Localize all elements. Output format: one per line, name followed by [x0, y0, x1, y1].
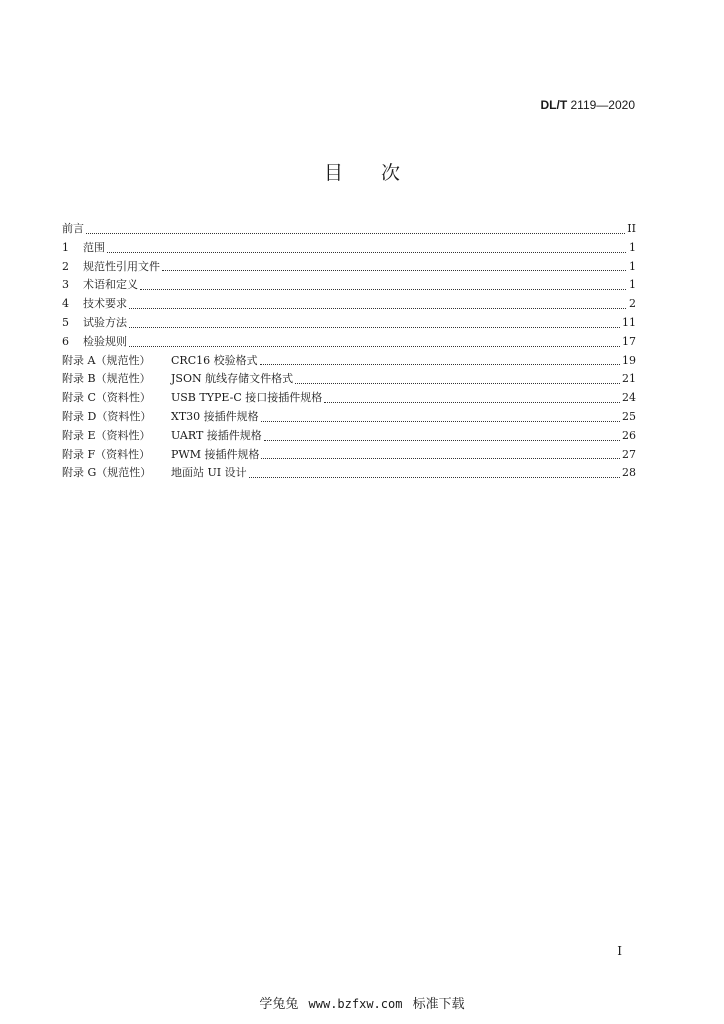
toc-entry-number: 1 — [62, 240, 69, 254]
toc-leader-dots — [129, 345, 620, 347]
toc-entry[interactable] — [62, 389, 636, 408]
toc-entry[interactable] — [62, 239, 636, 258]
toc-entry-page: 1 — [629, 240, 636, 254]
toc-entry[interactable] — [62, 370, 636, 389]
toc-entry-annex: 附录 D（资料性） — [62, 409, 152, 423]
toc-leader-dots — [107, 251, 626, 253]
toc-title — [0, 158, 724, 185]
toc-leader-dots — [140, 288, 626, 290]
toc-entry-annex: 附录 A（规范性） — [62, 353, 151, 367]
toc-leader-dots — [129, 307, 626, 309]
toc-entry-annex: 附录 F（资料性） — [62, 447, 151, 461]
toc-entry-page: 24 — [622, 391, 636, 405]
toc-leader-dots — [261, 420, 620, 422]
toc-entry-label: 技术要求 — [83, 297, 127, 311]
toc-entry-page: 28 — [622, 466, 636, 480]
toc-entry-page: 17 — [622, 334, 636, 348]
toc-list — [62, 220, 636, 483]
toc-entry-label: 术语和定义 — [83, 278, 138, 292]
toc-entry-label: 规范性引用文件 — [83, 259, 160, 273]
page-number: I — [617, 944, 622, 958]
toc-entry-label: PWM 接插件规格 — [171, 447, 260, 461]
toc-entry-number: 3 — [62, 278, 69, 292]
toc-entry-label: 前言 — [62, 222, 84, 235]
toc-entry-page: 19 — [622, 353, 636, 367]
toc-entry-page: 26 — [622, 428, 636, 442]
toc-entry-page: 1 — [629, 259, 636, 273]
toc-entry-label: XT30 接插件规格 — [171, 409, 259, 423]
toc-entry-number: 6 — [62, 334, 69, 348]
toc-entry-label: JSON 航线存储文件格式 — [171, 372, 294, 386]
toc-leader-dots — [129, 326, 620, 328]
toc-entry[interactable] — [62, 333, 636, 352]
toc-entry-number: 5 — [62, 315, 69, 329]
toc-entry-label: CRC16 校验格式 — [171, 353, 258, 367]
watermark — [0, 993, 724, 1012]
toc-title-char-1: 目 — [323, 162, 343, 184]
watermark-tail: 标准下载 — [412, 997, 465, 1012]
toc-entry-label: 范围 — [83, 240, 105, 254]
toc-title-char-2: 次 — [381, 162, 401, 184]
toc-entry[interactable] — [62, 295, 636, 314]
standard-prefix: DL/T — [540, 98, 568, 112]
toc-entry-annex: 附录 C（资料性） — [62, 391, 151, 405]
toc-entry[interactable] — [62, 464, 636, 483]
toc-entry-number: 4 — [62, 297, 69, 311]
toc-entry-label: 检验规则 — [83, 334, 127, 348]
toc-entry-page: 21 — [622, 372, 636, 386]
toc-entry[interactable] — [62, 258, 636, 277]
toc-entry-page: 11 — [622, 315, 636, 329]
toc-entry[interactable] — [62, 314, 636, 333]
toc-entry[interactable] — [62, 446, 636, 465]
toc-entry[interactable] — [62, 276, 636, 295]
standard-number: 2119—2020 — [570, 98, 635, 112]
toc-entry[interactable] — [62, 408, 636, 427]
toc-entry-page: 27 — [622, 447, 636, 461]
toc-entry[interactable] — [62, 352, 636, 371]
watermark-name: 学兔兔 — [259, 997, 299, 1012]
toc-entry-annex: 附录 E（资料性） — [62, 428, 151, 442]
toc-entry-page: 25 — [622, 409, 636, 423]
toc-leader-dots — [264, 439, 620, 441]
toc-entry-number: 2 — [62, 259, 69, 273]
toc-leader-dots — [324, 401, 620, 403]
toc-entry[interactable] — [62, 220, 636, 239]
toc-entry-page: 1 — [629, 278, 636, 292]
toc-entry-label: USB TYPE-C 接口接插件规格 — [171, 391, 323, 405]
toc-leader-dots — [86, 232, 625, 234]
toc-entry-annex: 附录 G（规范性） — [62, 466, 152, 480]
toc-leader-dots — [261, 457, 620, 459]
toc-leader-dots — [249, 476, 620, 478]
toc-entry-label: UART 接插件规格 — [171, 428, 262, 442]
toc-entry-annex: 附录 B（规范性） — [62, 372, 151, 386]
document-code — [540, 98, 635, 112]
toc-entry-label: 地面站 UI 设计 — [171, 466, 247, 480]
toc-entry-page: II — [627, 222, 636, 235]
toc-leader-dots — [295, 382, 620, 384]
watermark-site: www.bzfxw.com — [308, 997, 403, 1011]
toc-entry-page: 2 — [629, 297, 636, 311]
toc-entry[interactable] — [62, 427, 636, 446]
toc-leader-dots — [260, 363, 620, 365]
toc-entry-label: 试验方法 — [83, 315, 127, 329]
toc-leader-dots — [162, 269, 626, 271]
